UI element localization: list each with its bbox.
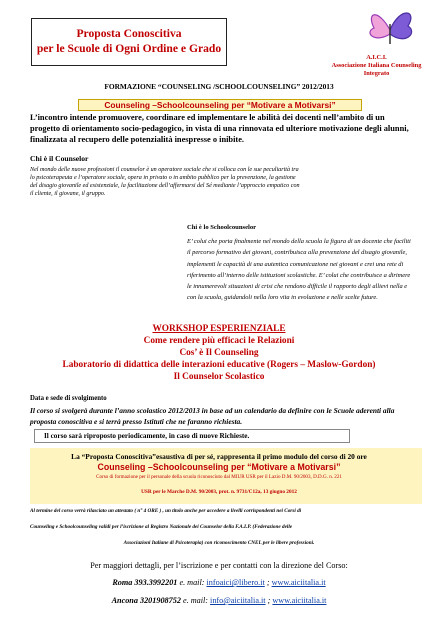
ancona-email-label: e. mail: bbox=[180, 596, 208, 605]
workshop-line-4: Laboratorio di didattica delle interazioni educative (Rogers – Maslow-Gordon) bbox=[62, 360, 376, 370]
title-box bbox=[31, 18, 227, 66]
sede-heading: Data e sede di svolgimento bbox=[30, 395, 107, 402]
sede-text: Il corso si svolgerà durante l’anno scolastico 2012/2013 in base ad un calendario da definire con le Scuole aderenti alla proposta conoscitiva e si terrà presso Istituti che ne faranno richiesta. bbox=[30, 406, 395, 426]
module-recognition-a: Corso di formazione per il personale della scuola riconosciuto dal MIUR USR per il Lazio D.M. 90/2003, D.D.G. n. 221 bbox=[96, 474, 342, 480]
logo-caption bbox=[319, 54, 434, 78]
schoolcounselor-heading: Chi è lo Schoolcounselor bbox=[187, 224, 257, 231]
logo-name: Associazione Italiana Counseling Integrato bbox=[331, 62, 422, 77]
title-line-1: Proposta Conoscitiva bbox=[76, 27, 182, 40]
logo-abbr: A.I.C.I. bbox=[366, 54, 387, 61]
module-course-title: Counseling –Schoolcounseling per “Motivare a Motivarsi” bbox=[97, 462, 341, 472]
workshop-line-2: Come rendere più efficaci le Relazioni bbox=[143, 336, 295, 346]
counselor-text: Nel mondo delle nuove professioni il counselor è un operatore sociale che si colloca con le sue peculiarità tra lo psicoterapeuta e l’operatore sociale, opera in privato o in ambito pubblico per la prevenzione, la gestione del disagio giovanile ed esistenziale, la facilitazione dell’affermarsi del Sé mediante l’approccio empatico con il cliente, il giovane, il gruppo. bbox=[30, 167, 300, 197]
workshop-line-3: Cos’ è Il Counseling bbox=[179, 348, 259, 358]
intro-paragraph: L’incontro intende promuovere, coordinare ed implementare le abilità dei docenti nell’ambito di un progetto di orientamento socio-pedagogico, in vista di una rinnovata ed ulteriore motivazione degli alunni, finalizzata al recupero delle potenzialità inespresse o inibite. bbox=[30, 113, 409, 144]
butterfly-logo-icon bbox=[360, 4, 420, 54]
contact-ancona bbox=[0, 595, 438, 607]
title-line-2: per le Scuole di Ogni Ordine e Grado bbox=[36, 42, 222, 55]
roma-site-link[interactable]: www.aiciitalia.it bbox=[271, 578, 326, 587]
ancona-separator: ; bbox=[265, 596, 273, 605]
contacts-intro: Per maggiori dettagli, per l’iscrizione e per contatti con la direzione del Corso: bbox=[90, 561, 348, 570]
ancona-email-link[interactable]: info@aiciitalia.it bbox=[210, 596, 266, 605]
attestato-line-1: Al termine del corso verrà rilasciato un attestato ( n° 4 ORE ) , un titolo anche per accedere a livelli corrispondenti nei Corsi di bbox=[30, 508, 302, 514]
module-recognition-marche: USR per le Marche D.M. 90/2003, prot. n. 9731/C12a, 13 giugno 2012 bbox=[141, 489, 297, 495]
module-line-1: La “Proposta Conoscitiva”esaustiva di per sé, rappresenta il primo modulo del corso di 20 ore bbox=[71, 452, 367, 461]
roma-separator: ; bbox=[264, 578, 272, 587]
workshop-title: WORKSHOP ESPERIENZIALE bbox=[152, 324, 286, 334]
module-recognition bbox=[0, 474, 438, 480]
course-title-banner: Counseling –Schoolcounseling per “Motivare a Motivarsi” bbox=[78, 99, 362, 111]
workshop-line-5: Il Counselor Scolastico bbox=[173, 372, 265, 382]
ancona-phone: Ancona 3201908752 bbox=[111, 596, 181, 605]
roma-email-link[interactable]: infoaici@libero.it bbox=[206, 578, 265, 587]
contact-roma bbox=[0, 577, 438, 589]
ancona-site-link[interactable]: www.aiciitalia.it bbox=[272, 596, 327, 605]
counselor-heading: Chi è il Counselor bbox=[30, 154, 89, 163]
roma-phone: Roma 393.3992201 bbox=[112, 578, 178, 587]
schoolcounselor-text: E’ colui che porta finalmente nel mondo della scuola la figura di un docente che faciliti il percorso formativo dei giovani, contribuisca alla prevenzione del disagio giovanile, implementi le capacità di una autentica comunicazione nei giovani e crei una rete di riferimento all’interno delle istituzioni scolastiche. E’ colui che contribuisce a dirimere le innumerevoli situazioni di crisi che rendono difficile il rapporto degli allievi nella e con la scuola, guidandoli nella loro vita in evoluzione e nelle scelte future. bbox=[187, 238, 411, 302]
attestato-line-3: Associazioni Italiane di Psicoterapia) con riconoscimento CNEL per le libere professioni. bbox=[123, 540, 315, 546]
riproposto-box: Il corso sarà riproposto periodicamente, in caso di nuove Richieste. bbox=[34, 429, 350, 443]
formazione-heading: FORMAZIONE “COUNSELING /SCHOOLCOUNSELING” 2012/2013 bbox=[104, 82, 334, 91]
attestato-line-2: Counseling e Schoolcounseling validi per l’iscrizione al Registro Nazionale dei Counselor della F.A.I.P. (Federazione delle bbox=[30, 524, 293, 530]
roma-email-label: e. mail: bbox=[177, 578, 205, 587]
